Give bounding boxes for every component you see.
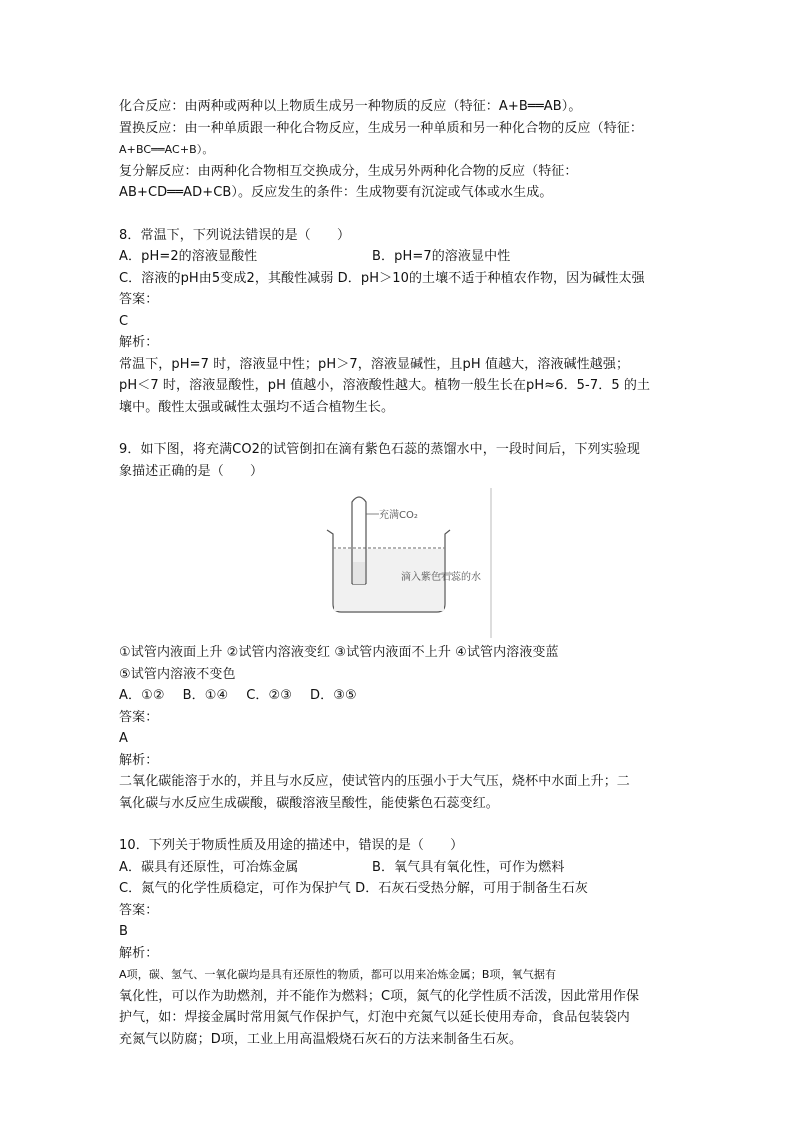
q8-options-cd: C．溶液的pH由5变成2，其酸性减弱 D．pH＞10的土壤不适于种植农作物，因为碱性太强 (119, 270, 645, 286)
q9-answer-label: 答案： (119, 709, 159, 725)
q9-stem-cont: 象描述正确的是（ ） (119, 463, 264, 479)
q8-analysis-label: 解析： (119, 335, 159, 350)
q9-analysis-line: 氧化碳与水反应生成碳酸，碳酸溶液呈酸性，能使紫色石蕊变红。 (119, 795, 499, 811)
reaction-types-section (119, 96, 679, 204)
q10-option-a: A．碳具有还原性，可冶炼金属 (119, 859, 299, 875)
beaker-test-tube-diagram (319, 488, 495, 638)
q9-stem: 9．如下图，将充满CO2的试管倒扣在滴有紫色石蕊的蒸馏水中，一段时间后，下列实验现 (119, 442, 640, 457)
q8-analysis-line: pH＜7 时，溶液显酸性，pH 值越小，溶液酸性越大。植物一般生长在pH≈6．5-7．5 的土 (119, 378, 651, 393)
double-decomposition-text: 复分解反应：由两种化合物相互交换成分，生成另外两种化合物的反应（特征： (119, 163, 578, 179)
displacement-reaction-formula: A+BC══AC+B）。 (119, 143, 214, 156)
q9-options (119, 685, 679, 707)
question-10 (119, 835, 679, 1050)
q10-answer-label: 答案： (119, 902, 159, 918)
double-decomposition-condition: AB+CD══AD+CB）。反应发生的条件：生成物要有沉淀或气体或水生成。 (119, 185, 553, 200)
q9-statements-cont: ⑤试管内溶液不变色 (119, 666, 236, 682)
q9-option-b: B．①④ (182, 688, 229, 703)
q9-analysis-line: 二氧化碳能溶于水的，并且与水反应，使试管内的压强小于大气压，烧杯中水面上升；二 (119, 774, 630, 789)
q10-analysis-label: 解析： (119, 945, 159, 961)
q9-option-d: D．③⑤ (310, 688, 357, 703)
q10-analysis-line: 氧化性，可以作为助燃剂，并不能作为燃料；C项，氮气的化学性质不活泼，因此常用作保 (119, 988, 640, 1004)
q8-answer-label: 答案： (119, 292, 159, 307)
q8-answer: C (119, 313, 129, 329)
q8-options-ab (119, 246, 679, 268)
q10-analysis-line: 充氮气以防腐；D项，工业上用高温煅烧石灰石的方法来制备生石灰。 (119, 1031, 523, 1047)
q8-option-b: B．pH=7的溶液显中性 (372, 249, 511, 264)
question-9 (119, 439, 679, 814)
q10-stem: 10．下列关于物质性质及用途的描述中，错误的是（ ） (119, 838, 464, 853)
q9-answer: A (119, 731, 128, 746)
tube-liquid (353, 562, 365, 584)
displacement-reaction-text: 置换反应：由一种单质跟一种化合物反应，生成另一种单质和另一种化合物的反应（特征： (119, 120, 644, 136)
q9-statements: ①试管内液面上升 ②试管内溶液变红 ③试管内液面不上升 ④试管内溶液变蓝 (119, 645, 559, 660)
q10-option-b: B．氧气具有氧化性，可作为燃料 (372, 859, 565, 875)
figure-label-co2: 充满CO₂ (379, 510, 418, 521)
q10-options-cd: C．氮气的化学性质稳定，可作为保护气 D．石灰石受热分解，可用于制备生石灰 (119, 881, 588, 896)
figure-label-litmus-water: 滴入紫色石蕊的水 (401, 572, 481, 583)
q10-analysis-line: A项，碳、氢气、一氧化碳均是具有还原性的物质，都可以用来冶炼金属；B项，氧气据有 (119, 968, 557, 981)
q8-analysis-line: 壤中。酸性太强或碱性太强均不适合植物生长。 (119, 399, 395, 415)
q10-options-ab (119, 857, 679, 879)
document-page (119, 96, 679, 1050)
q9-analysis-label: 解析： (119, 752, 159, 768)
q8-stem: 8．常温下，下列说法错误的是（ ） (119, 227, 351, 243)
q10-analysis-line: 护气，如：焊接金属时常用氮气作保护气，灯泡中充氮气以延长使用寿命，食品包装袋内 (119, 1010, 630, 1025)
question-8 (119, 225, 679, 419)
q10-answer: B (119, 924, 129, 939)
q9-option-c: C．②③ (246, 688, 293, 703)
q9-figure (119, 482, 679, 642)
combination-reaction-text: 化合反应：由两种或两种以上物质生成另一种物质的反应（特征：A+B══AB）。 (119, 99, 582, 114)
q8-option-a: A．pH=2的溶液显酸性 (119, 249, 258, 264)
q9-option-a: A．①② (119, 688, 165, 703)
q8-analysis-line: 常温下，pH=7 时，溶液显中性；pH＞7，溶液显碱性，且pH 值越大，溶液碱性越强； (119, 356, 630, 372)
